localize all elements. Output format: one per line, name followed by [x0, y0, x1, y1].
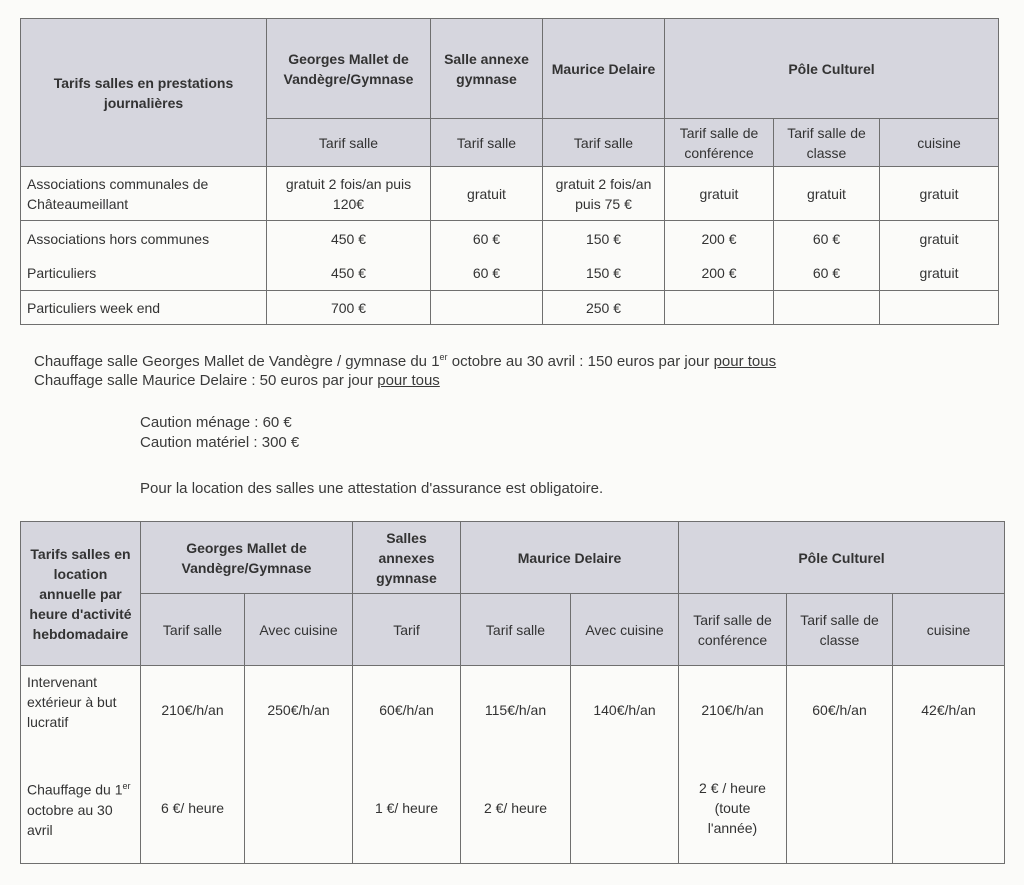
table1-sub-tarif-salle: Tarif salle: [267, 119, 431, 167]
table-cell: 115€/h/an: [461, 666, 571, 754]
table-cell: 60€/h/an: [787, 666, 893, 754]
table1-group-salle-annexe: Salle annexe gymnase: [431, 19, 543, 119]
table-row: [21, 754, 1005, 864]
table-row: [21, 257, 999, 291]
table-cell: 60€/h/an: [353, 666, 461, 754]
daily-rates-table: [20, 18, 999, 325]
table-cell: 140€/h/an: [571, 666, 679, 754]
table1-sub-conference: Tarif salle de conférence: [665, 119, 774, 167]
table2-sub-avec-cuisine: Avec cuisine: [245, 594, 353, 666]
table1-sub-tarif-salle: Tarif salle: [431, 119, 543, 167]
table1-group-pole-culturel: Pôle Culturel: [665, 19, 999, 119]
table-cell: 200 €: [665, 221, 774, 257]
table2-group-maurice-delaire: Maurice Delaire: [461, 522, 679, 594]
table1-sub-tarif-salle: Tarif salle: [543, 119, 665, 167]
row-label: Associations communales de Châteaumeillant: [21, 167, 267, 221]
table-cell: 2 €/ heure: [461, 754, 571, 864]
table2-corner-header: Tarifs salles en location annuelle par heure d'activité hebdomadaire: [21, 522, 141, 666]
table-cell: [787, 754, 893, 864]
row-label: [21, 754, 141, 864]
table2-group-salles-annexes: Salles annexes gymnase: [353, 522, 461, 594]
caution-materiel: Caution matériel : 300 €: [140, 434, 300, 451]
table-cell: gratuit: [431, 167, 543, 221]
note-sup: er: [439, 352, 448, 362]
heating-note-maurice-delaire: [34, 372, 440, 389]
row-label: Particuliers: [21, 257, 267, 291]
table2-sub-conference: Tarif salle de conférence: [679, 594, 787, 666]
row-label: Particuliers week end: [21, 291, 267, 325]
table-cell: 210€/h/an: [679, 666, 787, 754]
table-cell: 450 €: [267, 221, 431, 257]
table2-sub-cuisine: cuisine: [893, 594, 1005, 666]
table2-group-pole-culturel: Pôle Culturel: [679, 522, 1005, 594]
table-cell: gratuit: [880, 167, 999, 221]
table-cell: 250€/h/an: [245, 666, 353, 754]
table-cell: [431, 291, 543, 325]
table-cell: 60 €: [431, 257, 543, 291]
heating-note-georges-mallet: [34, 352, 776, 370]
table-cell: gratuit: [774, 167, 880, 221]
table-cell: 2 € / heure (toute l'année): [679, 754, 787, 864]
table1-sub-classe: Tarif salle de classe: [774, 119, 880, 167]
table-cell: 450 €: [267, 257, 431, 291]
table2-sub-classe: Tarif salle de classe: [787, 594, 893, 666]
table-cell: 6 €/ heure: [141, 754, 245, 864]
caution-menage: Caution ménage : 60 €: [140, 414, 292, 431]
note-underline: pour tous: [377, 372, 440, 389]
table1-group-maurice-delaire: Maurice Delaire: [543, 19, 665, 119]
row-label: Intervenant extérieur à but lucratif: [21, 666, 141, 754]
table-cell: [245, 754, 353, 864]
note-underline: pour tous: [713, 353, 777, 370]
table-cell: gratuit 2 fois/an puis 75 €: [543, 167, 665, 221]
table-cell: 150 €: [543, 257, 665, 291]
table-cell: 700 €: [267, 291, 431, 325]
table-cell: gratuit: [665, 167, 774, 221]
table-cell: [880, 291, 999, 325]
row-label-sup: er: [122, 781, 131, 792]
row-label-text: octobre au 30 avril: [27, 802, 113, 839]
note-text: Chauffage salle Maurice Delaire : 50 euros par jour: [34, 372, 378, 389]
table-row: [21, 167, 999, 221]
table-cell: 42€/h/an: [893, 666, 1005, 754]
table-cell: [571, 754, 679, 864]
table-cell: 150 €: [543, 221, 665, 257]
table-row: [21, 291, 999, 325]
table-cell: gratuit: [880, 221, 999, 257]
table1-group-georges-mallet: Georges Mallet de Vandègre/Gymnase: [267, 19, 431, 119]
table2-sub-tarif: Tarif: [353, 594, 461, 666]
table2-sub-tarif-salle: Tarif salle: [141, 594, 245, 666]
table-cell: [774, 291, 880, 325]
table2-sub-tarif-salle: Tarif salle: [461, 594, 571, 666]
note-text: Chauffage salle Georges Mallet de Vandègre / gymnase du 1: [34, 353, 440, 370]
annual-rates-table: [20, 521, 1005, 864]
table-cell: gratuit: [880, 257, 999, 291]
table-row: [21, 666, 1005, 754]
table-cell: 200 €: [665, 257, 774, 291]
table-cell: gratuit 2 fois/an puis 120€: [267, 167, 431, 221]
row-label: Associations hors communes: [21, 221, 267, 257]
table-cell: 1 €/ heure: [353, 754, 461, 864]
table-cell: [893, 754, 1005, 864]
table1-sub-cuisine: cuisine: [880, 119, 999, 167]
assurance-note: Pour la location des salles une attestation d'assurance est obligatoire.: [140, 480, 604, 497]
table2-sub-avec-cuisine: Avec cuisine: [571, 594, 679, 666]
note-text: octobre au 30 avril : 150 euros par jour: [447, 353, 714, 370]
table-cell: 60 €: [431, 221, 543, 257]
table-cell: 250 €: [543, 291, 665, 325]
table2-group-georges-mallet: Georges Mallet de Vandègre/Gymnase: [141, 522, 353, 594]
table-cell: 210€/h/an: [141, 666, 245, 754]
table-row: [21, 221, 999, 257]
row-label-text: Chauffage du 1: [27, 782, 123, 799]
table-cell: [665, 291, 774, 325]
table-cell: 60 €: [774, 257, 880, 291]
table1-corner-header: Tarifs salles en prestations journalières: [21, 19, 267, 167]
table-cell: 60 €: [774, 221, 880, 257]
